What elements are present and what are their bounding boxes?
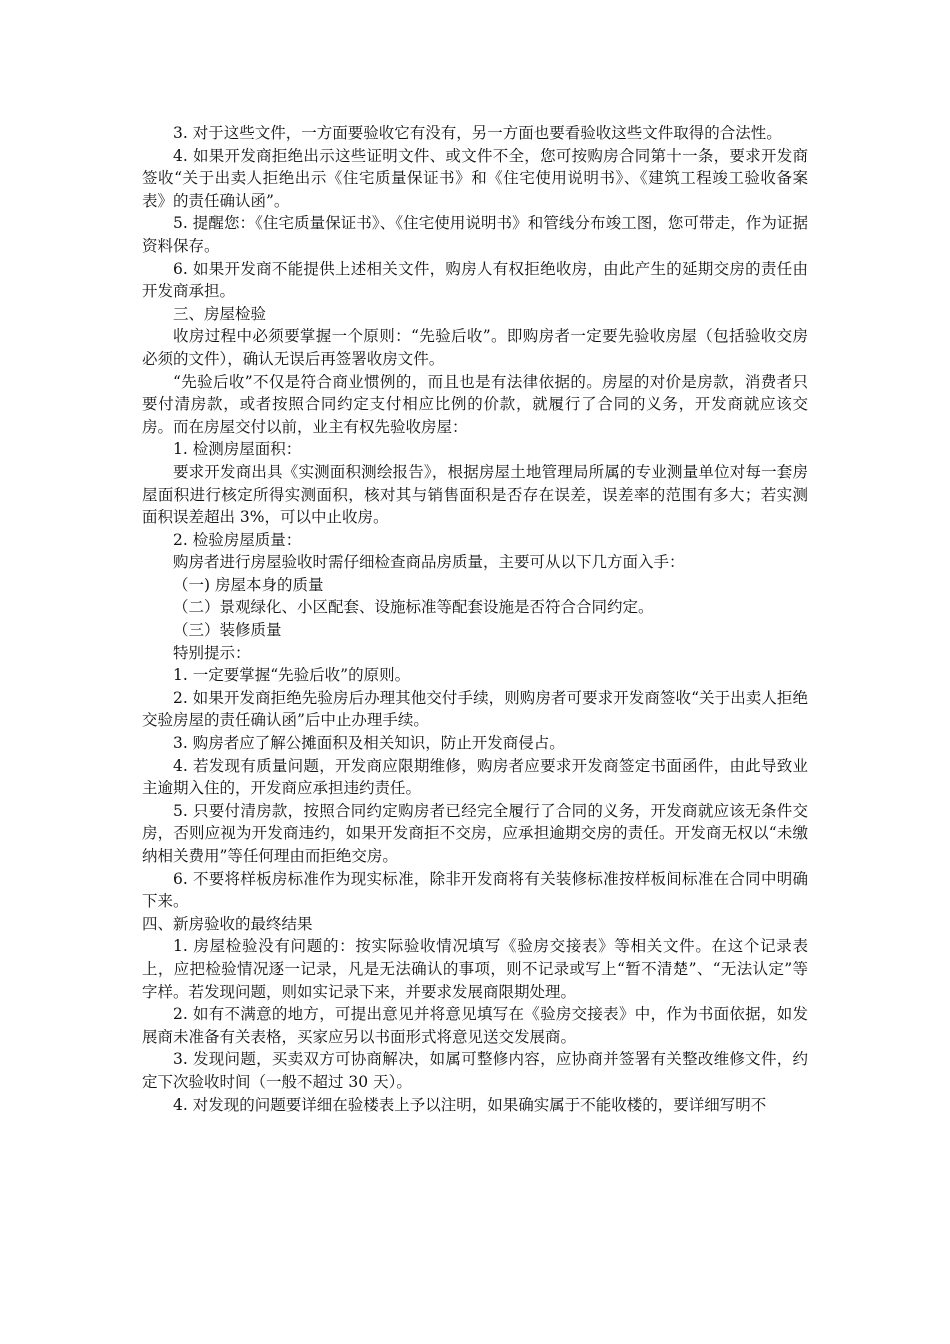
list-item: （二）景观绿化、小区配套、设施标准等配套设施是否符合合同约定。 [173, 598, 654, 617]
subheading: 2. 检验房屋质量： [173, 530, 302, 549]
list-item: （三）装修质量 [173, 621, 282, 640]
list-item: 6. 不要将样板房标准作为现实标准，除非开发商将有关装修标准按样板间标准在合同中明确下来。 [142, 869, 808, 911]
paragraph: 4. 如果开发商拒绝出示这些证明文件、或文件不全，您可按购房合同第十一条，要求开发商签收“关于出卖人拒绝出示《住宅质量保证书》和《住宅使用说明书》、《建筑工程竣工验收备案表》的责任确认函”。 [142, 146, 808, 210]
section-heading: 三、房屋检验 [173, 304, 267, 323]
paragraph: 3. 对于这些文件，一方面要验收它有没有，另一方面也要看验收这些文件取得的合法性。 [173, 124, 782, 142]
document-body [142, 122, 808, 1116]
subheading: 1. 检测房屋面积： [173, 440, 302, 459]
list-item: （一) 房屋本身的质量 [173, 575, 324, 594]
paragraph: 5. 提醒您：《住宅质量保证书》、《住宅使用说明书》和管线分布竣工图，您可带走，作为证据资料保存。 [142, 214, 808, 255]
list-item: 1. 一定要掌握“先验后收”的原则。 [173, 666, 411, 685]
list-item: 5. 只要付清房款，按照合同约定购房者已经完全履行了合同的义务，开发商就应该无条件交房，否则应视为开发商违约，如果开发商拒不交房，应承担逾期交房的责任。开发商无权以“未缴纳相关费用”等任何理由而拒绝交房。 [142, 801, 808, 865]
list-item: 3. 购房者应了解公摊面积及相关知识，防止开发商侵占。 [173, 734, 565, 753]
section-heading: 四、新房验收的最终结果 [142, 914, 313, 933]
paragraph: 购房者进行房屋验收时需仔细检查商品房质量，主要可从以下几方面入手： [173, 553, 685, 572]
subheading: 特别提示： [173, 643, 251, 662]
list-item: 4. 若发现有质量问题，开发商应限期维修，购房者应要求开发商签定书面函件，由此导致业主逾期入住的，开发商应承担违约责任。 [142, 756, 808, 798]
paragraph: 要求开发商出具《实测面积测绘报告》，根据房屋土地管理局所属的专业测量单位对每一套房屋面积进行核定所得实测面积，核对其与销售面积是否存在误差，误差率的范围有多大；若实测面积误差超出 3%，可以中止收房。 [142, 462, 808, 527]
list-item: 2. 如果开发商拒绝先验房后办理其他交付手续，则购房者可要求开发商签收“关于出卖人拒绝交验房屋的责任确认函”后中止办理手续。 [142, 688, 808, 730]
paragraph: 6. 如果开发商不能提供上述相关文件，购房人有权拒绝收房，由此产生的延期交房的责任由开发商承担。 [142, 259, 808, 301]
list-item: 4. 对发现的问题要详细在验楼表上予以注明，如果确实属于不能收楼的，要详细写明不 [173, 1095, 767, 1114]
paragraph: “先验后收”不仅是符合商业惯例的，而且也是有法律依据的。房屋的对价是房款，消费者只要付清房款，或者按照合同约定支付相应比例的价款，就履行了合同的义务，开发商就应该交房。而在房屋交付以前，业主有权先验收房屋： [142, 372, 808, 436]
paragraph: 收房过程中必须要掌握一个原则：“先验后收”。即购房者一定要先验收房屋（包括验收交房必须的文件），确认无误后再签署收房文件。 [142, 327, 808, 368]
list-item: 1. 房屋检验没有问题的：按实际验收情况填写《验房交接表》等相关文件。在这个记录表上，应把检验情况逐一记录，凡是无法确认的事项，则不记录或写上“暂不清楚”、“无法认定”等字样。若发现问题，则如实记录下来，并要求发展商限期处理。 [142, 937, 808, 1001]
list-item: 2. 如有不满意的地方，可提出意见并将意见填写在《验房交接表》中，作为书面依据，如发展商未准备有关表格，买家应另以书面形式将意见送交发展商。 [142, 1005, 808, 1046]
list-item: 3. 发现问题，买卖双方可协商解决，如属可整修内容，应协商并签署有关整改维修文件，约定下次验收时间（一般不超过 30 天）。 [142, 1050, 808, 1091]
